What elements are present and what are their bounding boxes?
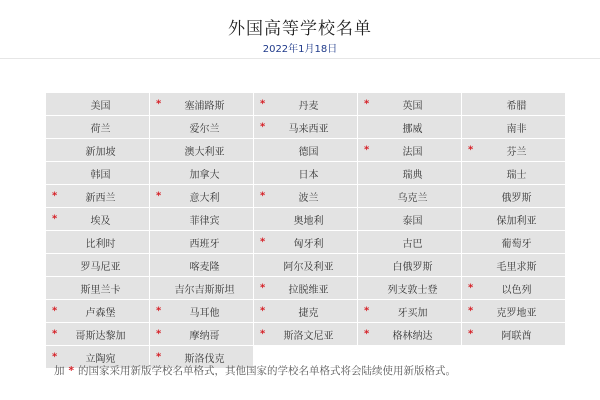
country-link[interactable] [462,300,565,322]
star-marker-icon: * [52,351,58,363]
star-marker-icon: * [468,305,474,317]
country-grid [46,93,565,368]
country-name: 南非 [506,123,527,135]
country-link[interactable] [150,162,253,184]
country-name: 法国 [402,146,423,158]
country-name: 西班牙 [189,238,220,250]
star-marker-icon: * [52,213,58,225]
country-name: 韩国 [90,169,111,181]
star-marker-icon: * [364,98,370,110]
country-link[interactable] [150,116,253,138]
country-link[interactable] [462,93,565,115]
star-marker-icon: * [260,190,266,202]
star-marker-icon: * [52,328,58,340]
star-marker-icon: * [468,144,474,156]
country-link[interactable] [150,231,253,253]
country-link[interactable] [150,254,253,276]
country-link[interactable] [46,231,149,253]
country-link[interactable] [150,323,253,345]
country-name: 格林纳达 [392,330,433,342]
country-name: 斯洛文尼亚 [283,330,334,342]
country-link[interactable] [358,162,461,184]
country-link[interactable] [254,323,357,345]
country-link[interactable] [462,185,565,207]
country-link[interactable] [46,185,149,207]
country-name: 罗马尼亚 [80,261,121,273]
country-link[interactable] [46,323,149,345]
country-name: 摩纳哥 [189,330,220,342]
country-name: 俄罗斯 [501,192,532,204]
country-link[interactable] [358,208,461,230]
country-name: 意大利 [189,192,220,204]
star-marker-icon: * [260,282,266,294]
country-name: 塞浦路斯 [184,100,225,112]
country-name: 爱尔兰 [189,123,220,135]
star-marker-icon: * [468,282,474,294]
country-link[interactable] [46,139,149,161]
country-link[interactable] [46,300,149,322]
country-name: 乌克兰 [397,192,428,204]
country-name: 吉尔吉斯斯坦 [174,284,235,296]
country-link[interactable] [358,323,461,345]
country-name: 英国 [402,100,423,112]
country-name: 荷兰 [90,123,111,135]
country-name: 马来西亚 [288,123,329,135]
country-name: 菲律宾 [189,215,220,227]
star-marker-icon: * [260,236,266,248]
star-marker-icon: * [468,328,474,340]
country-name: 匈牙利 [293,238,324,250]
country-name: 斯洛伐克 [184,353,225,365]
country-link[interactable] [254,231,357,253]
country-link[interactable] [358,254,461,276]
country-link[interactable] [46,162,149,184]
country-link[interactable] [254,93,357,115]
star-marker-icon: * [156,328,162,340]
star-marker-icon: * [260,121,266,133]
country-link[interactable] [462,231,565,253]
country-name: 列支敦士登 [387,284,438,296]
star-marker-icon: * [52,190,58,202]
country-name: 古巴 [402,238,423,250]
header-divider [0,58,600,59]
country-name: 芬兰 [506,146,527,158]
country-name: 哥斯达黎加 [75,330,126,342]
country-name: 丹麦 [298,100,319,112]
publish-date: 2022年1月18日 [262,44,338,55]
country-link[interactable] [150,185,253,207]
country-name: 牙买加 [397,307,428,319]
country-link[interactable] [358,185,461,207]
country-link[interactable] [254,162,357,184]
star-marker-icon: * [364,305,370,317]
country-link[interactable] [358,139,461,161]
country-name: 阿联酋 [501,330,532,342]
country-link[interactable] [358,93,461,115]
star-marker-icon: * [260,328,266,340]
country-link[interactable] [358,277,461,299]
country-name: 瑞士 [506,169,527,181]
country-link[interactable] [254,139,357,161]
star-marker-icon: * [156,351,162,363]
country-link[interactable] [462,162,565,184]
country-link[interactable] [462,254,565,276]
footnote-prefix: 加 [54,365,65,377]
country-name: 希腊 [506,100,527,112]
country-name: 新加坡 [85,146,116,158]
country-name: 澳大利亚 [184,146,225,158]
country-link[interactable] [462,116,565,138]
country-link[interactable] [254,185,357,207]
country-link[interactable] [462,139,565,161]
country-name: 拉脱维亚 [288,284,329,296]
country-name: 奥地利 [293,215,324,227]
country-name: 马耳他 [189,307,220,319]
country-link[interactable] [462,277,565,299]
country-name: 德国 [298,146,319,158]
country-link[interactable] [254,277,357,299]
country-name: 保加利亚 [496,215,537,227]
country-name: 埃及 [90,215,111,227]
country-name: 以色列 [501,284,532,296]
country-name: 波兰 [298,192,319,204]
country-name: 比利时 [85,238,116,250]
country-link[interactable] [150,208,253,230]
country-link[interactable] [46,254,149,276]
star-marker-icon: * [260,98,266,110]
star-marker-icon: * [156,305,162,317]
country-name: 新西兰 [85,192,116,204]
country-name: 毛里求斯 [496,261,537,273]
country-link[interactable] [46,93,149,115]
country-link[interactable] [150,93,253,115]
star-marker-icon: * [156,190,162,202]
country-name: 葡萄牙 [501,238,532,250]
country-name: 克罗地亚 [496,307,537,319]
country-name: 加拿大 [189,169,220,181]
star-marker-icon: * [52,305,58,317]
star-marker-icon: * [364,328,370,340]
country-name: 白俄罗斯 [392,261,433,273]
country-name: 泰国 [402,215,423,227]
footnote [54,363,456,378]
country-link[interactable] [46,208,149,230]
country-name: 阿尔及利亚 [283,261,334,273]
country-link[interactable] [150,277,253,299]
country-link[interactable] [358,231,461,253]
country-link[interactable] [462,208,565,230]
country-name: 瑞典 [402,169,423,181]
country-link[interactable] [254,254,357,276]
country-link[interactable] [150,139,253,161]
star-marker-icon: * [364,144,370,156]
star-marker-icon: * [68,365,74,377]
country-name: 日本 [298,169,319,181]
star-marker-icon: * [260,305,266,317]
country-name: 捷克 [298,307,319,319]
country-name: 美国 [90,100,111,112]
country-link[interactable] [462,323,565,345]
star-marker-icon: * [156,98,162,110]
country-name: 卢森堡 [85,307,116,319]
country-link[interactable] [254,300,357,322]
country-name: 立陶宛 [85,353,116,365]
page-title: 外国高等学校名单 [228,19,372,39]
country-link[interactable] [254,208,357,230]
country-link[interactable] [46,116,149,138]
country-link[interactable] [46,277,149,299]
country-link[interactable] [358,300,461,322]
footnote-text: 的国家采用新版学校名单格式，其他国家的学校名单格式将会陆续使用新版格式。 [78,365,456,377]
country-name: 挪威 [402,123,423,135]
country-link[interactable] [358,116,461,138]
country-name: 喀麦隆 [189,261,220,273]
country-link[interactable] [254,116,357,138]
country-link[interactable] [150,300,253,322]
country-name: 斯里兰卡 [80,284,121,296]
